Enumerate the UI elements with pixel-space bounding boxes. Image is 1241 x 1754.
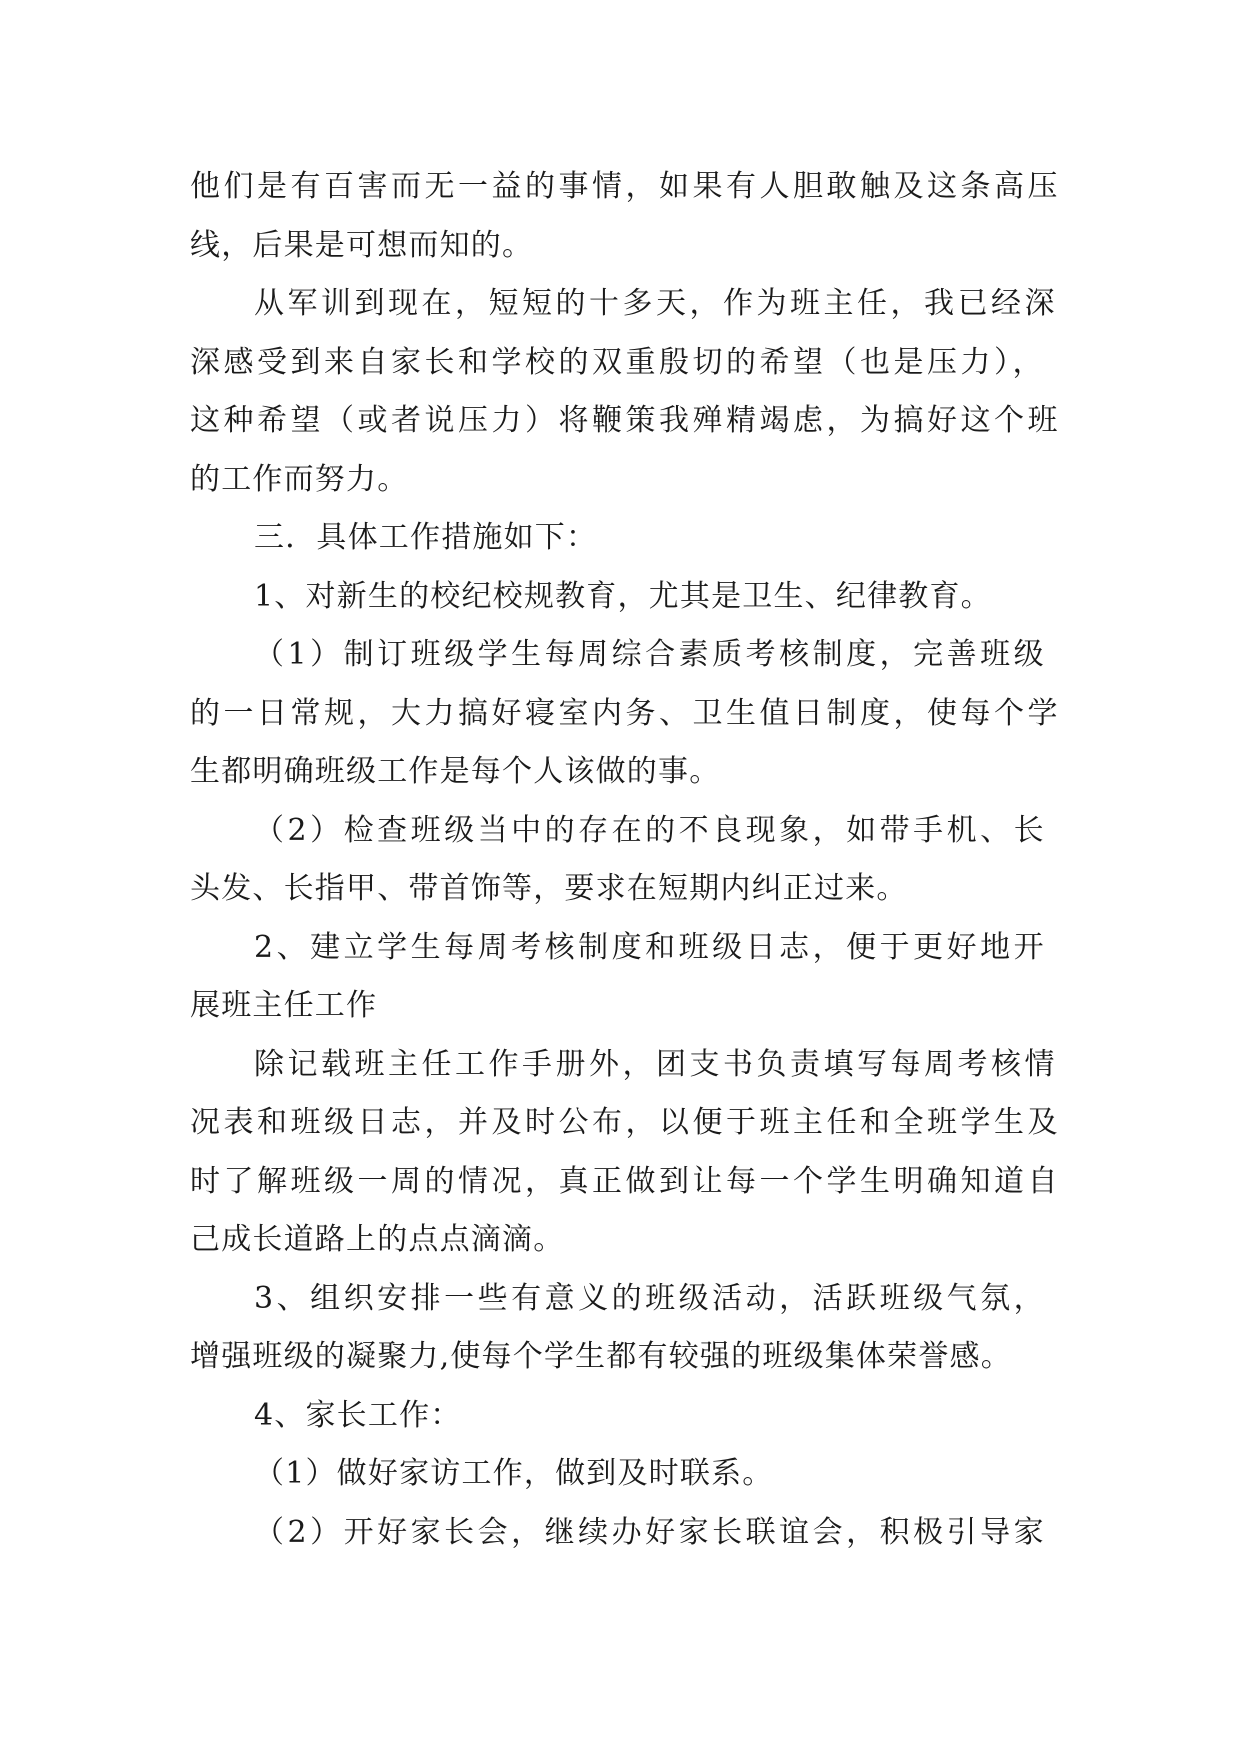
paragraph-line: 除记载班主任工作手册外，团支书负责填写每周考核情 xyxy=(254,1046,1058,1082)
paragraph-line: 的工作而努力。 xyxy=(190,461,409,497)
list-item-heading: 2、建立学生每周考核制度和班级日志，便于更好地开 xyxy=(254,929,1048,965)
paragraph-line: 线，后果是可想而知的。 xyxy=(190,227,534,263)
paragraph-line: 生都明确班级工作是每个人该做的事。 xyxy=(190,754,721,789)
paragraph-line: 的一日常规，大力搞好寝室内务、卫生值日制度，使每个学 xyxy=(190,695,1061,731)
sub-item-line: （2）检查班级当中的存在的不良现象，如带手机、长 xyxy=(254,812,1048,848)
paragraph-line: 时了解班级一周的情况，真正做到让每一个学生明确知道自 xyxy=(190,1163,1061,1199)
paragraph-line: 头发、长指甲、带首饰等，要求在短期内纠正过来。 xyxy=(190,871,908,906)
sub-item-line: （2）开好家长会，继续办好家长联谊会，积极引导家 xyxy=(254,1514,1048,1550)
document-body xyxy=(190,158,1070,1562)
paragraph-line: 己成长道路上的点点滴滴。 xyxy=(190,1222,565,1257)
paragraph-line: 况表和班级日志，并及时公布，以便于班主任和全班学生及 xyxy=(190,1105,1061,1140)
sub-item-line: （1）制订班级学生每周综合素质考核制度，完善班级 xyxy=(254,637,1048,672)
paragraph-line: 他们是有百害而无一益的事情，如果有人胆敢触及这条高压 xyxy=(190,169,1061,204)
paragraph-line: 深感受到来自家长和学校的双重殷切的希望（也是压力）， xyxy=(190,344,1046,380)
paragraph-line: 展班主任工作 xyxy=(190,988,378,1023)
list-item-heading: 3、组织安排一些有意义的班级活动，活跃班级气氛， xyxy=(254,1280,1048,1316)
paragraph-line: 这种希望（或者说压力）将鞭策我殚精竭虑，为搞好这个班 xyxy=(190,403,1061,438)
sub-item-line: （1）做好家访工作，做到及时联系。 xyxy=(254,1456,774,1491)
paragraph-line: 增强班级的凝聚力,使每个学生都有较强的班级集体荣誉感。 xyxy=(190,1339,1012,1374)
paragraph-line: 从军训到现在，短短的十多天，作为班主任，我已经深 xyxy=(254,286,1058,321)
list-item-heading: 4、家长工作： xyxy=(254,1397,462,1433)
list-item-heading: 1、对新生的校纪校规教育，尤其是卫生、纪律教育。 xyxy=(254,578,992,614)
section-heading: 三．具体工作措施如下： xyxy=(254,520,598,555)
